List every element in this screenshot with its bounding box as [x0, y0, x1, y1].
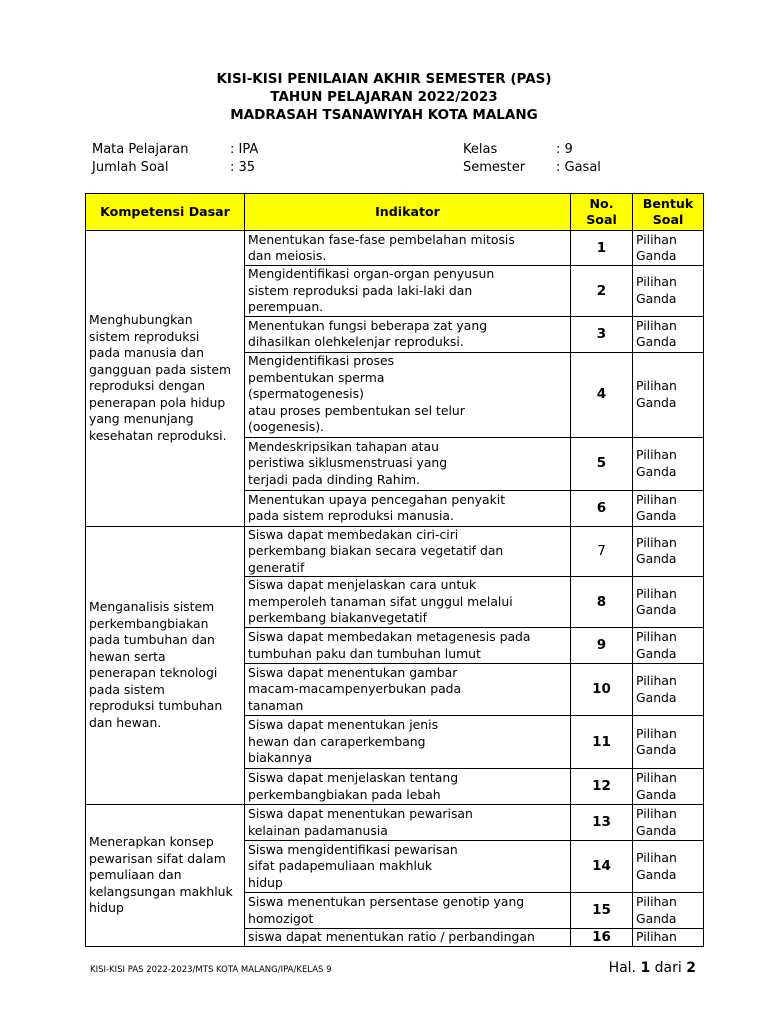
bentuk-soal-cell: Pilihan Ganda: [633, 577, 704, 628]
bentuk-soal-cell: Pilihan Ganda: [633, 266, 704, 317]
no-soal-cell: 10: [571, 664, 633, 716]
indikator-cell: Mendeskripsikan tahapan atau peristiwa siklusmenstruasi yang terjadi pada dinding Rahim.: [245, 437, 571, 490]
bentuk-soal-cell: Pilihan Ganda: [633, 716, 704, 769]
kisi-kisi-table: [85, 193, 704, 947]
page-dari-label: dari: [654, 960, 682, 976]
indikator-cell: Siswa dapat menentukan gambar macam-macampenyerbukan pada tanaman: [245, 664, 571, 716]
page-total: 2: [686, 960, 696, 976]
mapel-label: Mata Pelajaran: [92, 142, 189, 157]
no-soal-cell: 1: [571, 231, 633, 266]
indikator-cell: Siswa dapat menjelaskan cara untuk memperoleh tanaman sifat unggul melalui perkembang biakanvegetatif: [245, 577, 571, 628]
title-line-2: TAHUN PELAJARAN 2022/2023: [270, 89, 498, 105]
header-no-soal: No. Soal: [571, 194, 633, 231]
no-soal-cell: 15: [571, 893, 633, 929]
table-row: [86, 526, 704, 577]
no-soal-cell: 5: [571, 437, 633, 490]
bentuk-soal-cell: Pilihan Ganda: [633, 628, 704, 664]
document-title: [0, 70, 768, 124]
bentuk-soal-cell: Pilihan Ganda: [633, 664, 704, 716]
semester-value: : Gasal: [556, 160, 601, 175]
no-soal-cell: 6: [571, 490, 633, 526]
bentuk-soal-cell: Pilihan Ganda: [633, 231, 704, 266]
bentuk-soal-cell: Pilihan Ganda: [633, 841, 704, 893]
bentuk-soal-cell: Pilihan Ganda: [633, 316, 704, 352]
no-soal-cell: 4: [571, 352, 633, 437]
kompetensi-dasar-cell: Menerapkan konsep pewarisan sifat dalam pemuliaan dan kelangsungan makhluk hidup: [86, 805, 245, 947]
no-soal-cell: 16: [571, 929, 633, 947]
indikator-cell: Siswa dapat membedakan metagenesis pada tumbuhan paku dan tumbuhan lumut: [245, 628, 571, 664]
indikator-cell: Mengidentifikasi organ-organ penyusun sistem reproduksi pada laki-laki dan perempuan.: [245, 266, 571, 317]
jumlah-soal-label: Jumlah Soal: [92, 160, 169, 175]
bentuk-soal-cell: Pilihan Ganda: [633, 437, 704, 490]
no-soal-cell: 13: [571, 805, 633, 841]
bentuk-soal-cell: Pilihan Ganda: [633, 805, 704, 841]
header-indikator: Indikator: [245, 194, 571, 231]
kompetensi-dasar-cell: Menganalisis sistem perkembangbiakan pada tumbuhan dan hewan serta penerapan teknologi pada sistem reproduksi tumbuhan dan hewan.: [86, 526, 245, 805]
bentuk-soal-cell: Pilihan: [633, 929, 704, 947]
indikator-cell: Siswa dapat menentukan pewarisan kelainan padamanusia: [245, 805, 571, 841]
no-soal-cell: 11: [571, 716, 633, 769]
indikator-cell: Menentukan fungsi beberapa zat yang dihasilkan olehkelenjar reproduksi.: [245, 316, 571, 352]
no-soal-cell: 12: [571, 769, 633, 805]
table-header-row: [86, 194, 704, 231]
indikator-cell: Siswa dapat membedakan ciri-ciri perkembang biakan secara vegetatif dan generatif: [245, 526, 571, 577]
no-soal-cell: 8: [571, 577, 633, 628]
table-body: [86, 231, 704, 947]
no-soal-cell: 14: [571, 841, 633, 893]
bentuk-soal-cell: Pilihan Ganda: [633, 769, 704, 805]
kelas-label: Kelas: [463, 142, 498, 157]
footer-document-code: KISI-KISI PAS 2022-2023/MTS KOTA MALANG/IPA/KELAS 9: [90, 965, 332, 975]
kompetensi-dasar-cell: Menghubungkan sistem reproduksi pada manusia dan gangguan pada sistem reproduksi dengan penerapan pola hidup yang menunjang kesehatan reproduksi.: [86, 231, 245, 527]
title-line-1: KISI-KISI PENILAIAN AKHIR SEMESTER (PAS): [216, 71, 552, 87]
no-soal-cell: 3: [571, 316, 633, 352]
indikator-cell: Menentukan upaya pencegahan penyakit pada sistem reproduksi manusia.: [245, 490, 571, 526]
bentuk-soal-cell: Pilihan Ganda: [633, 526, 704, 577]
page-current: 1: [640, 960, 651, 976]
indikator-cell: Siswa menentukan persentase genotip yang homozigot: [245, 893, 571, 929]
header-bentuk-soal: Bentuk Soal: [633, 194, 704, 231]
header-kompetensi-dasar: Kompetensi Dasar: [86, 194, 245, 231]
page-hal-label: Hal.: [608, 960, 637, 976]
no-soal-cell: 9: [571, 628, 633, 664]
kelas-value: : 9: [556, 142, 573, 157]
indikator-cell: Menentukan fase-fase pembelahan mitosis dan meiosis.: [245, 231, 571, 266]
bentuk-soal-cell: Pilihan Ganda: [633, 352, 704, 437]
mapel-value: : IPA: [230, 142, 259, 157]
jumlah-soal-value: : 35: [230, 160, 256, 175]
bentuk-soal-cell: Pilihan Ganda: [633, 893, 704, 929]
no-soal-cell: 7: [571, 526, 633, 577]
table-row: [86, 231, 704, 266]
indikator-cell: Mengidentifikasi proses pembentukan sperma (spermatogenesis) atau proses pembentukan sel telur (oogenesis).: [245, 352, 571, 437]
indikator-cell: Siswa dapat menentukan jenis hewan dan caraperkembang biakannya: [245, 716, 571, 769]
title-line-3: MADRASAH TSANAWIYAH KOTA MALANG: [230, 107, 538, 123]
no-soal-cell: 2: [571, 266, 633, 317]
bentuk-soal-cell: Pilihan Ganda: [633, 490, 704, 526]
table-row: [86, 805, 704, 841]
semester-label: Semester: [463, 160, 526, 175]
indikator-cell: siswa dapat menentukan ratio / perbandingan: [245, 929, 571, 947]
indikator-cell: Siswa mengidentifikasi pewarisan sifat padapemuliaan makhluk hidup: [245, 841, 571, 893]
indikator-cell: Siswa dapat menjelaskan tentang perkembangbiakan pada lebah: [245, 769, 571, 805]
page-number: [609, 960, 696, 976]
